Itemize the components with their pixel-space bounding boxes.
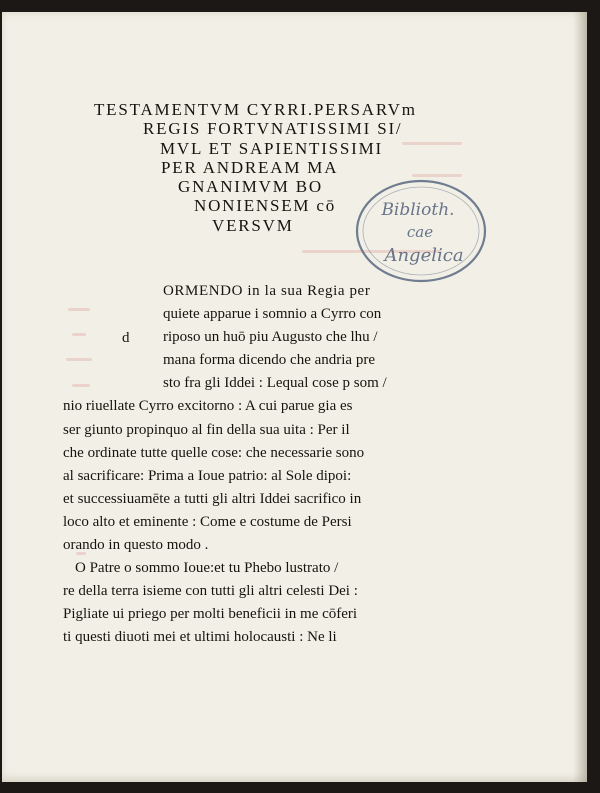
title-line: TESTAMENTVM CYRRI.PERSARVm: [94, 100, 417, 119]
title-line: REGIS FORTVNATISSIMI SI/: [143, 119, 403, 139]
title-line: NONIENSEM cō: [194, 196, 337, 216]
title-line: VERSVM: [212, 215, 294, 235]
text-line: al sacrificare: Prima a Ioue patrio: al Sole dipoi:: [63, 467, 352, 484]
text-line: et successiuamēte a tutti gli altri Iddei sacrifico in: [63, 490, 362, 507]
title-line: MVL ET SAPIENTISSIMI: [160, 138, 384, 158]
text-line: quiete apparue i somnio a Cyrro con: [163, 306, 382, 323]
stamp-line: Biblioth.: [381, 200, 455, 220]
text-line: sto fra gli Iddei : Lequal cose p som /: [163, 375, 387, 392]
body-text: [63, 280, 443, 650]
stamp-line: cae: [406, 223, 434, 241]
library-stamp: [354, 177, 488, 285]
text-line: ti questi diuoti mei et ultimi holocausti : Ne li: [63, 629, 337, 646]
text-line: nio riuellate Cyrro excitorno : A cui parue gia es: [63, 398, 353, 415]
text-line: Pigliate ui priego per molti beneficii in me cōferi: [63, 606, 358, 623]
text-line: loco alto et eminente : Come e costume de Persi: [63, 513, 352, 530]
page-edge-shadow: [573, 12, 587, 782]
text-line: mana forma dicendo che andria pre: [163, 352, 375, 369]
text-line: ORMENDO in la sua Regia per: [163, 283, 371, 299]
text-line: O Patre o sommo Ioue:et tu Phebo lustrato /: [75, 560, 339, 577]
title-line: GNANIMVM BO: [178, 177, 323, 197]
book-page: [2, 12, 587, 782]
text-line: riposo un huō piu Augusto che lhu /: [163, 329, 378, 346]
text-line: re della terra isieme con tutti gli altri celesti Dei :: [63, 583, 358, 600]
title-line: PER ANDREAM MA: [161, 157, 339, 177]
guide-letter: d: [122, 330, 130, 346]
stamp-line: Angelica: [384, 245, 464, 266]
text-line: ser giunto propinquo al fin della sua uita : Per il: [63, 421, 350, 438]
text-line: orando in questo modo .: [63, 537, 209, 554]
text-line: che ordinate tutte quelle cose: che necessarie sono: [63, 444, 365, 461]
